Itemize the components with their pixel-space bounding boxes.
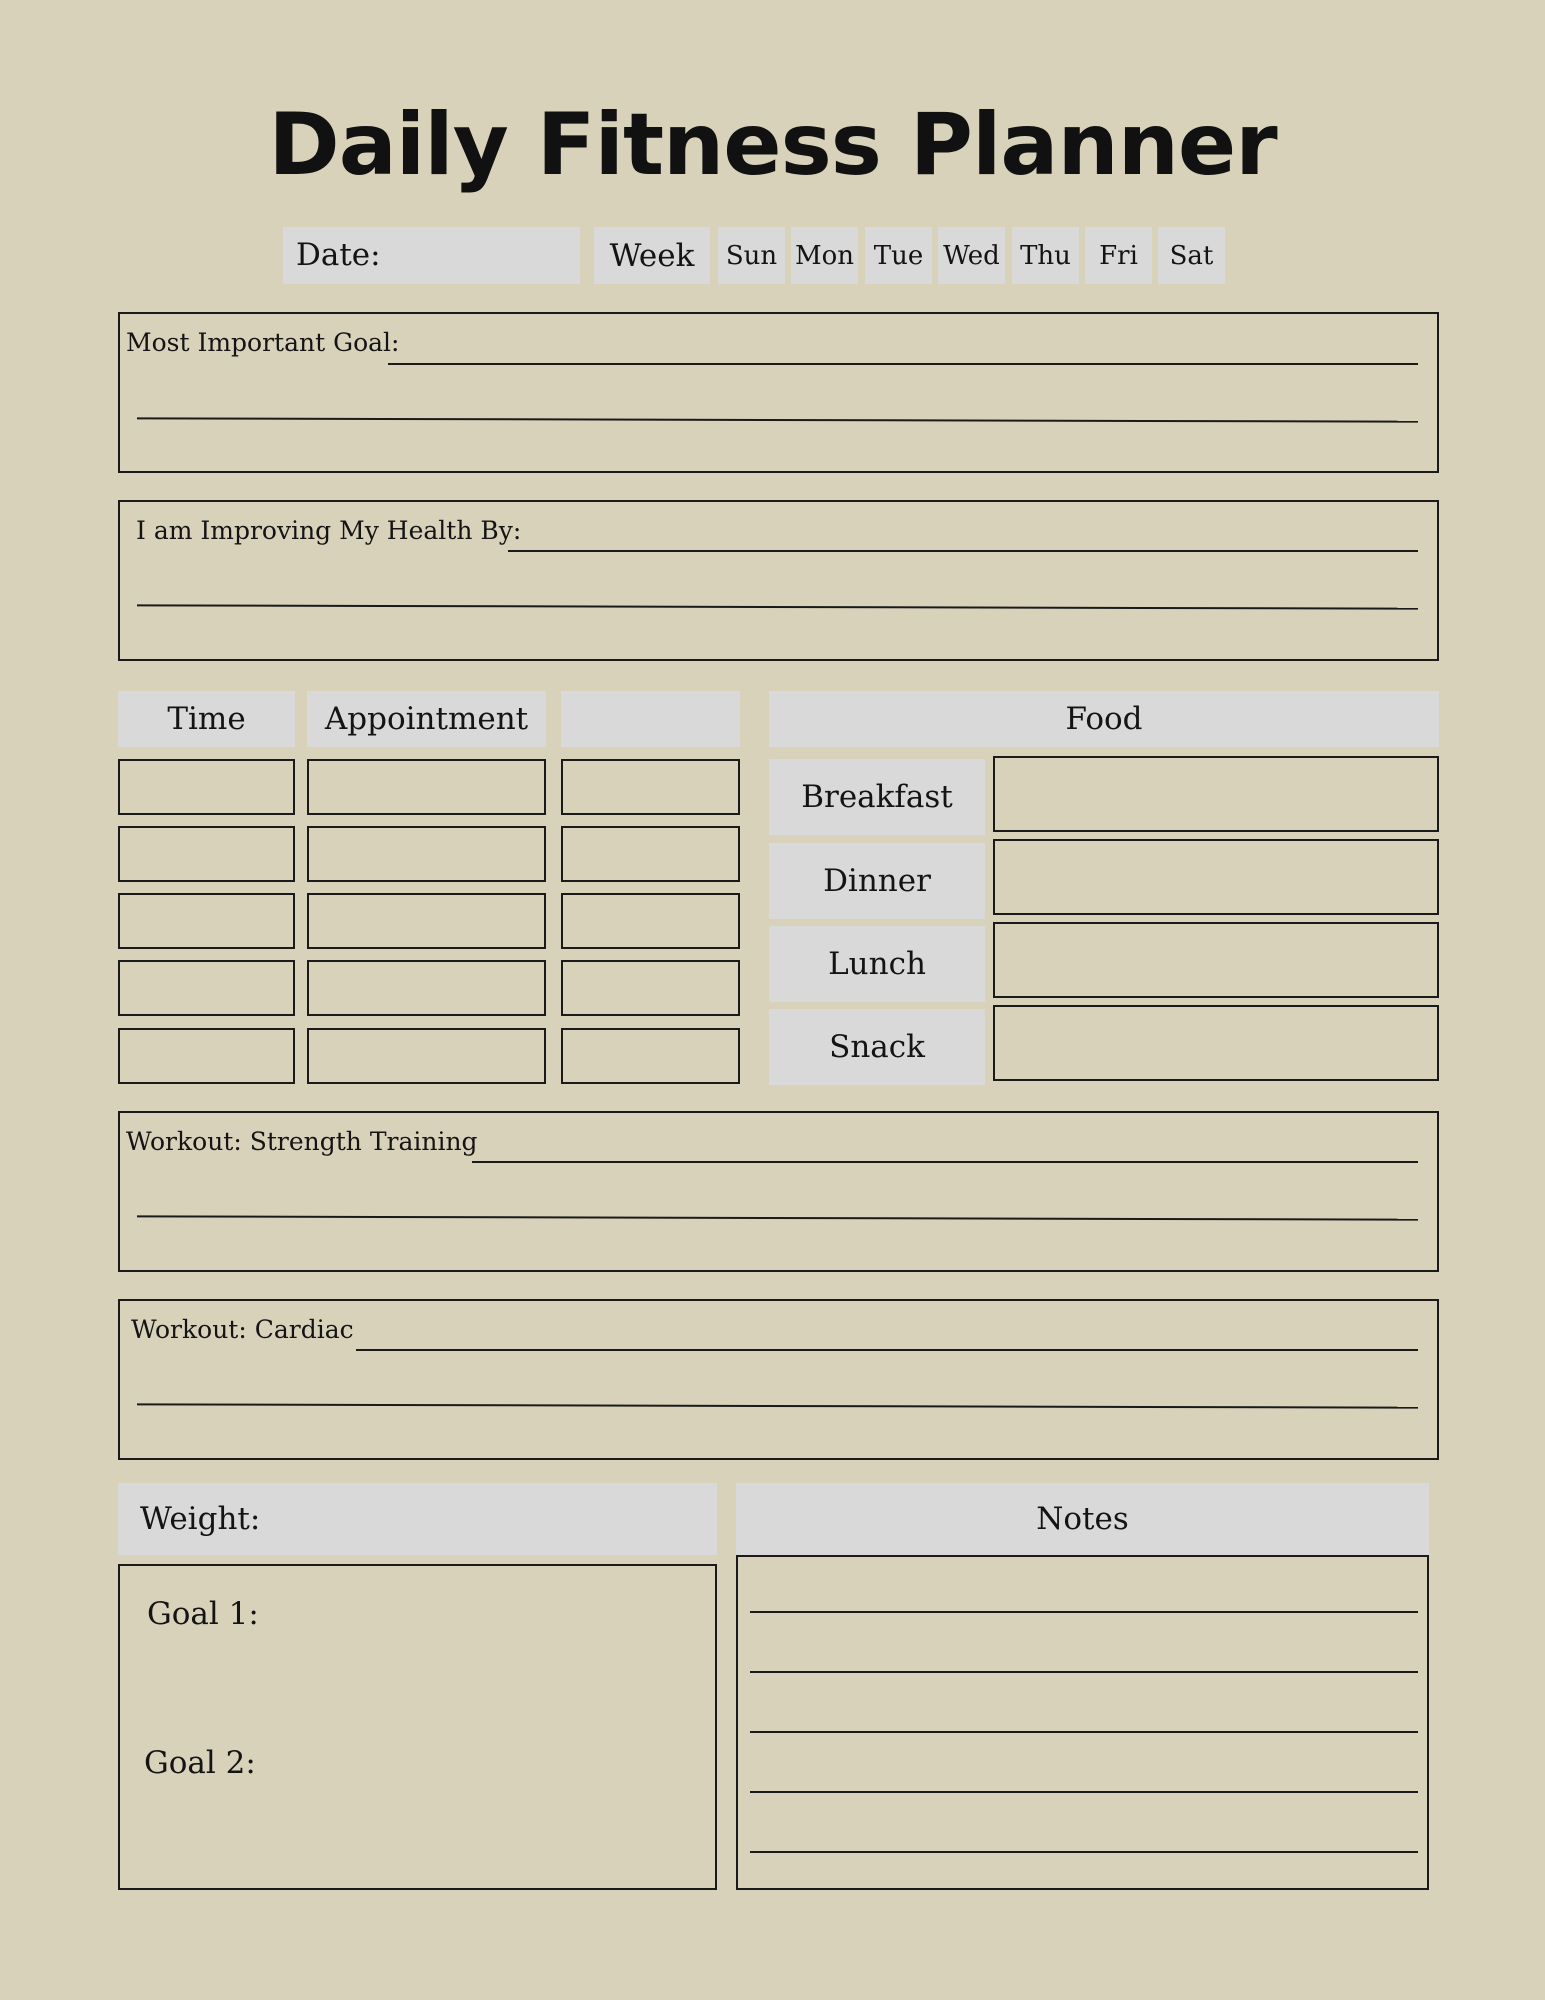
time-cell[interactable] (118, 759, 295, 815)
day-mon[interactable]: Mon (791, 227, 858, 284)
day-tue[interactable]: Tue (865, 227, 932, 284)
meal-breakfast-label: Breakfast (769, 759, 985, 835)
appointment-header: Appointment (307, 691, 546, 747)
meal-dinner-field[interactable] (993, 839, 1439, 915)
appointment-cell[interactable] (307, 1028, 546, 1084)
extra-header (561, 691, 740, 747)
appointment-cell[interactable] (307, 826, 546, 882)
goal-label: Most Important Goal: (126, 328, 400, 357)
time-cell[interactable] (118, 826, 295, 882)
day-wed[interactable]: Wed (938, 227, 1005, 284)
extra-cell[interactable] (561, 759, 740, 815)
goal-line-2 (137, 417, 1418, 422)
date-field[interactable] (283, 227, 580, 284)
cardio-line-1 (356, 1349, 1418, 1351)
appointment-cell[interactable] (307, 960, 546, 1016)
time-cell[interactable] (118, 1028, 295, 1084)
strength-label: Workout: Strength Training (126, 1127, 478, 1156)
meal-breakfast-field[interactable] (993, 756, 1439, 832)
page-title: Daily Fitness Planner (268, 95, 1277, 195)
extra-cell[interactable] (561, 960, 740, 1016)
strength-line-1 (472, 1161, 1418, 1163)
notes-line (750, 1611, 1418, 1613)
cardio-box[interactable] (118, 1299, 1439, 1460)
meal-snack-label: Snack (769, 1009, 985, 1085)
notes-line (750, 1731, 1418, 1733)
health-box[interactable] (118, 500, 1439, 661)
meal-lunch-field[interactable] (993, 922, 1439, 998)
day-sat[interactable]: Sat (1158, 227, 1225, 284)
cardio-line-2 (137, 1403, 1418, 1408)
goal-1-label: Goal 1: (147, 1596, 259, 1632)
food-header: Food (769, 691, 1439, 747)
weight-label: Weight: (140, 1501, 261, 1537)
weight-header (118, 1483, 717, 1555)
notes-box[interactable] (736, 1555, 1429, 1890)
extra-cell[interactable] (561, 893, 740, 949)
notes-line (750, 1671, 1418, 1673)
time-cell[interactable] (118, 893, 295, 949)
day-thu[interactable]: Thu (1012, 227, 1079, 284)
goal-box[interactable] (118, 312, 1439, 473)
appointment-cell[interactable] (307, 893, 546, 949)
notes-header: Notes (736, 1483, 1429, 1555)
goal-line-1 (388, 363, 1418, 365)
meal-lunch-label: Lunch (769, 926, 985, 1002)
strength-box[interactable] (118, 1111, 1439, 1272)
health-line-1 (508, 550, 1418, 552)
week-label: Week (594, 227, 710, 284)
date-label: Date: (296, 237, 381, 273)
health-label: I am Improving My Health By: (136, 516, 522, 545)
time-header: Time (118, 691, 295, 747)
health-line-2 (137, 604, 1418, 609)
appointment-cell[interactable] (307, 759, 546, 815)
time-cell[interactable] (118, 960, 295, 1016)
meal-dinner-label: Dinner (769, 843, 985, 919)
notes-line (750, 1851, 1418, 1853)
weight-goals-box[interactable] (118, 1564, 717, 1890)
strength-line-2 (137, 1215, 1418, 1220)
meal-snack-field[interactable] (993, 1005, 1439, 1081)
extra-cell[interactable] (561, 826, 740, 882)
goal-2-label: Goal 2: (144, 1745, 256, 1781)
day-sun[interactable]: Sun (718, 227, 785, 284)
notes-line (750, 1791, 1418, 1793)
cardio-label: Workout: Cardiac (131, 1315, 354, 1344)
extra-cell[interactable] (561, 1028, 740, 1084)
day-fri[interactable]: Fri (1085, 227, 1152, 284)
